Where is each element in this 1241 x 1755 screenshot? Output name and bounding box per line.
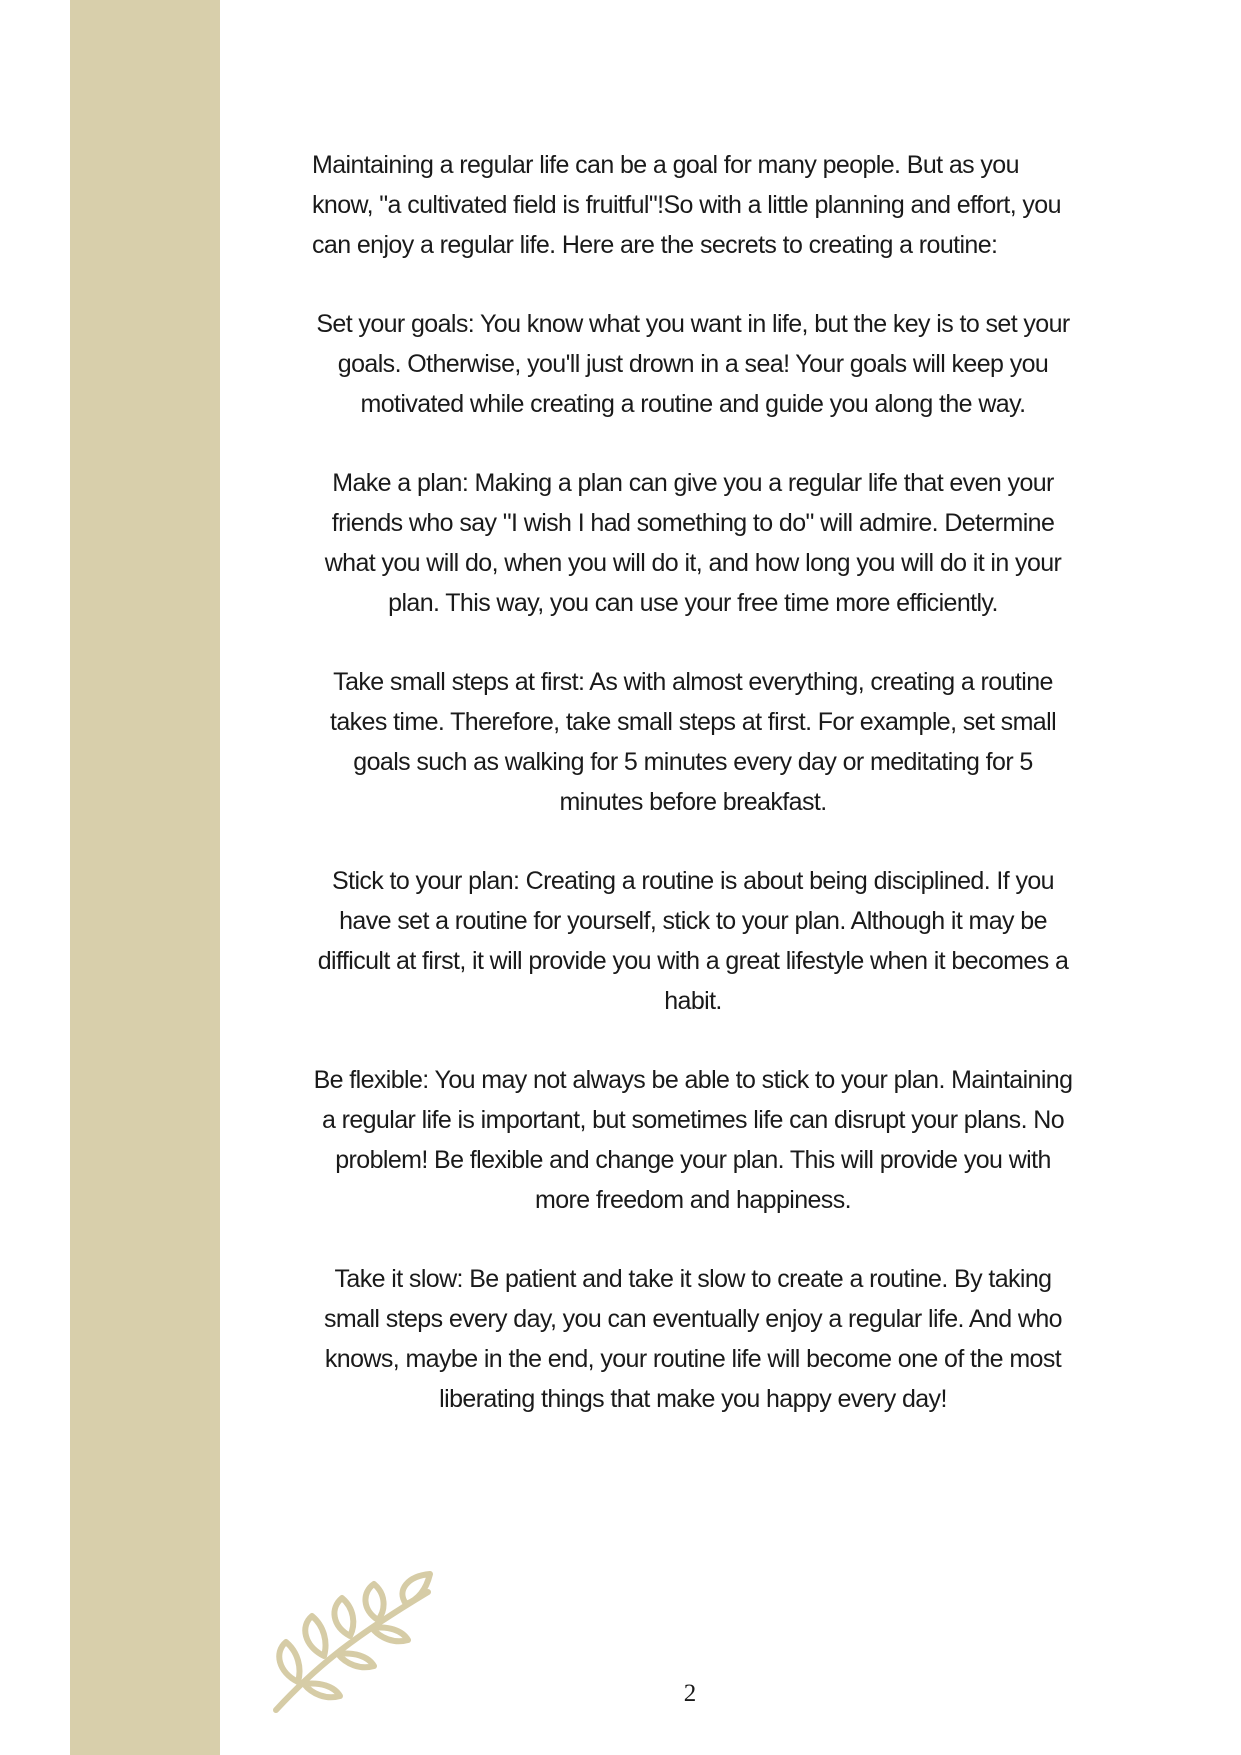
paragraph-stick-to-plan: Stick to your plan: Creating a routine is about being disciplined. If you have set a routine for yourself, stick to your plan. Although it may be difficult at first, it will provide you with a great lifestyle when it becomes a habit. <box>317 867 1069 1015</box>
document-body <box>312 146 1074 1420</box>
paragraph-set-goals: Set your goals: You know what you want in life, but the key is to set your goals. Otherwise, you'll just drown in a sea! Your goals will keep you motivated while creating a routine and guide you along the way. <box>316 310 1070 418</box>
paragraph-small-steps: Take small steps at first: As with almost everything, creating a routine takes time. Therefore, take small steps at first. For example, set small goals such as walking for 5 minutes every day or meditating for 5 minutes before breakfast. <box>329 668 1057 816</box>
paragraph-make-plan: Make a plan: Making a plan can give you a regular life that even your friends who say "I wish I had something to do" will admire. Determine what you will do, when you will do it, and how long you will do it in your plan. This way, you can use your free time more efficiently. <box>324 469 1062 617</box>
intro-paragraph: Maintaining a regular life can be a goal for many people. But as you know, "a cultivated field is fruitful"!So with a little planning and effort, you can enjoy a regular life. Here are the secrets to creating a routine: <box>312 151 1061 259</box>
page-number: 2 <box>683 1680 697 1707</box>
paragraph-be-flexible: Be flexible: You may not always be able to stick to your plan. Maintaining a regular life is important, but sometimes life can disrupt your plans. No problem! Be flexible and change your plan. This will provide you with more freedom and happiness. <box>313 1066 1073 1214</box>
paragraph-take-it-slow: Take it slow: Be patient and take it slow to create a routine. By taking small steps every day, you can eventually enjoy a regular life. And who knows, maybe in the end, your routine life will become one of the most liberating things that make you happy every day! <box>324 1265 1062 1413</box>
leaf-sprig-icon <box>268 1570 438 1715</box>
side-decorative-stripe <box>70 0 220 1755</box>
